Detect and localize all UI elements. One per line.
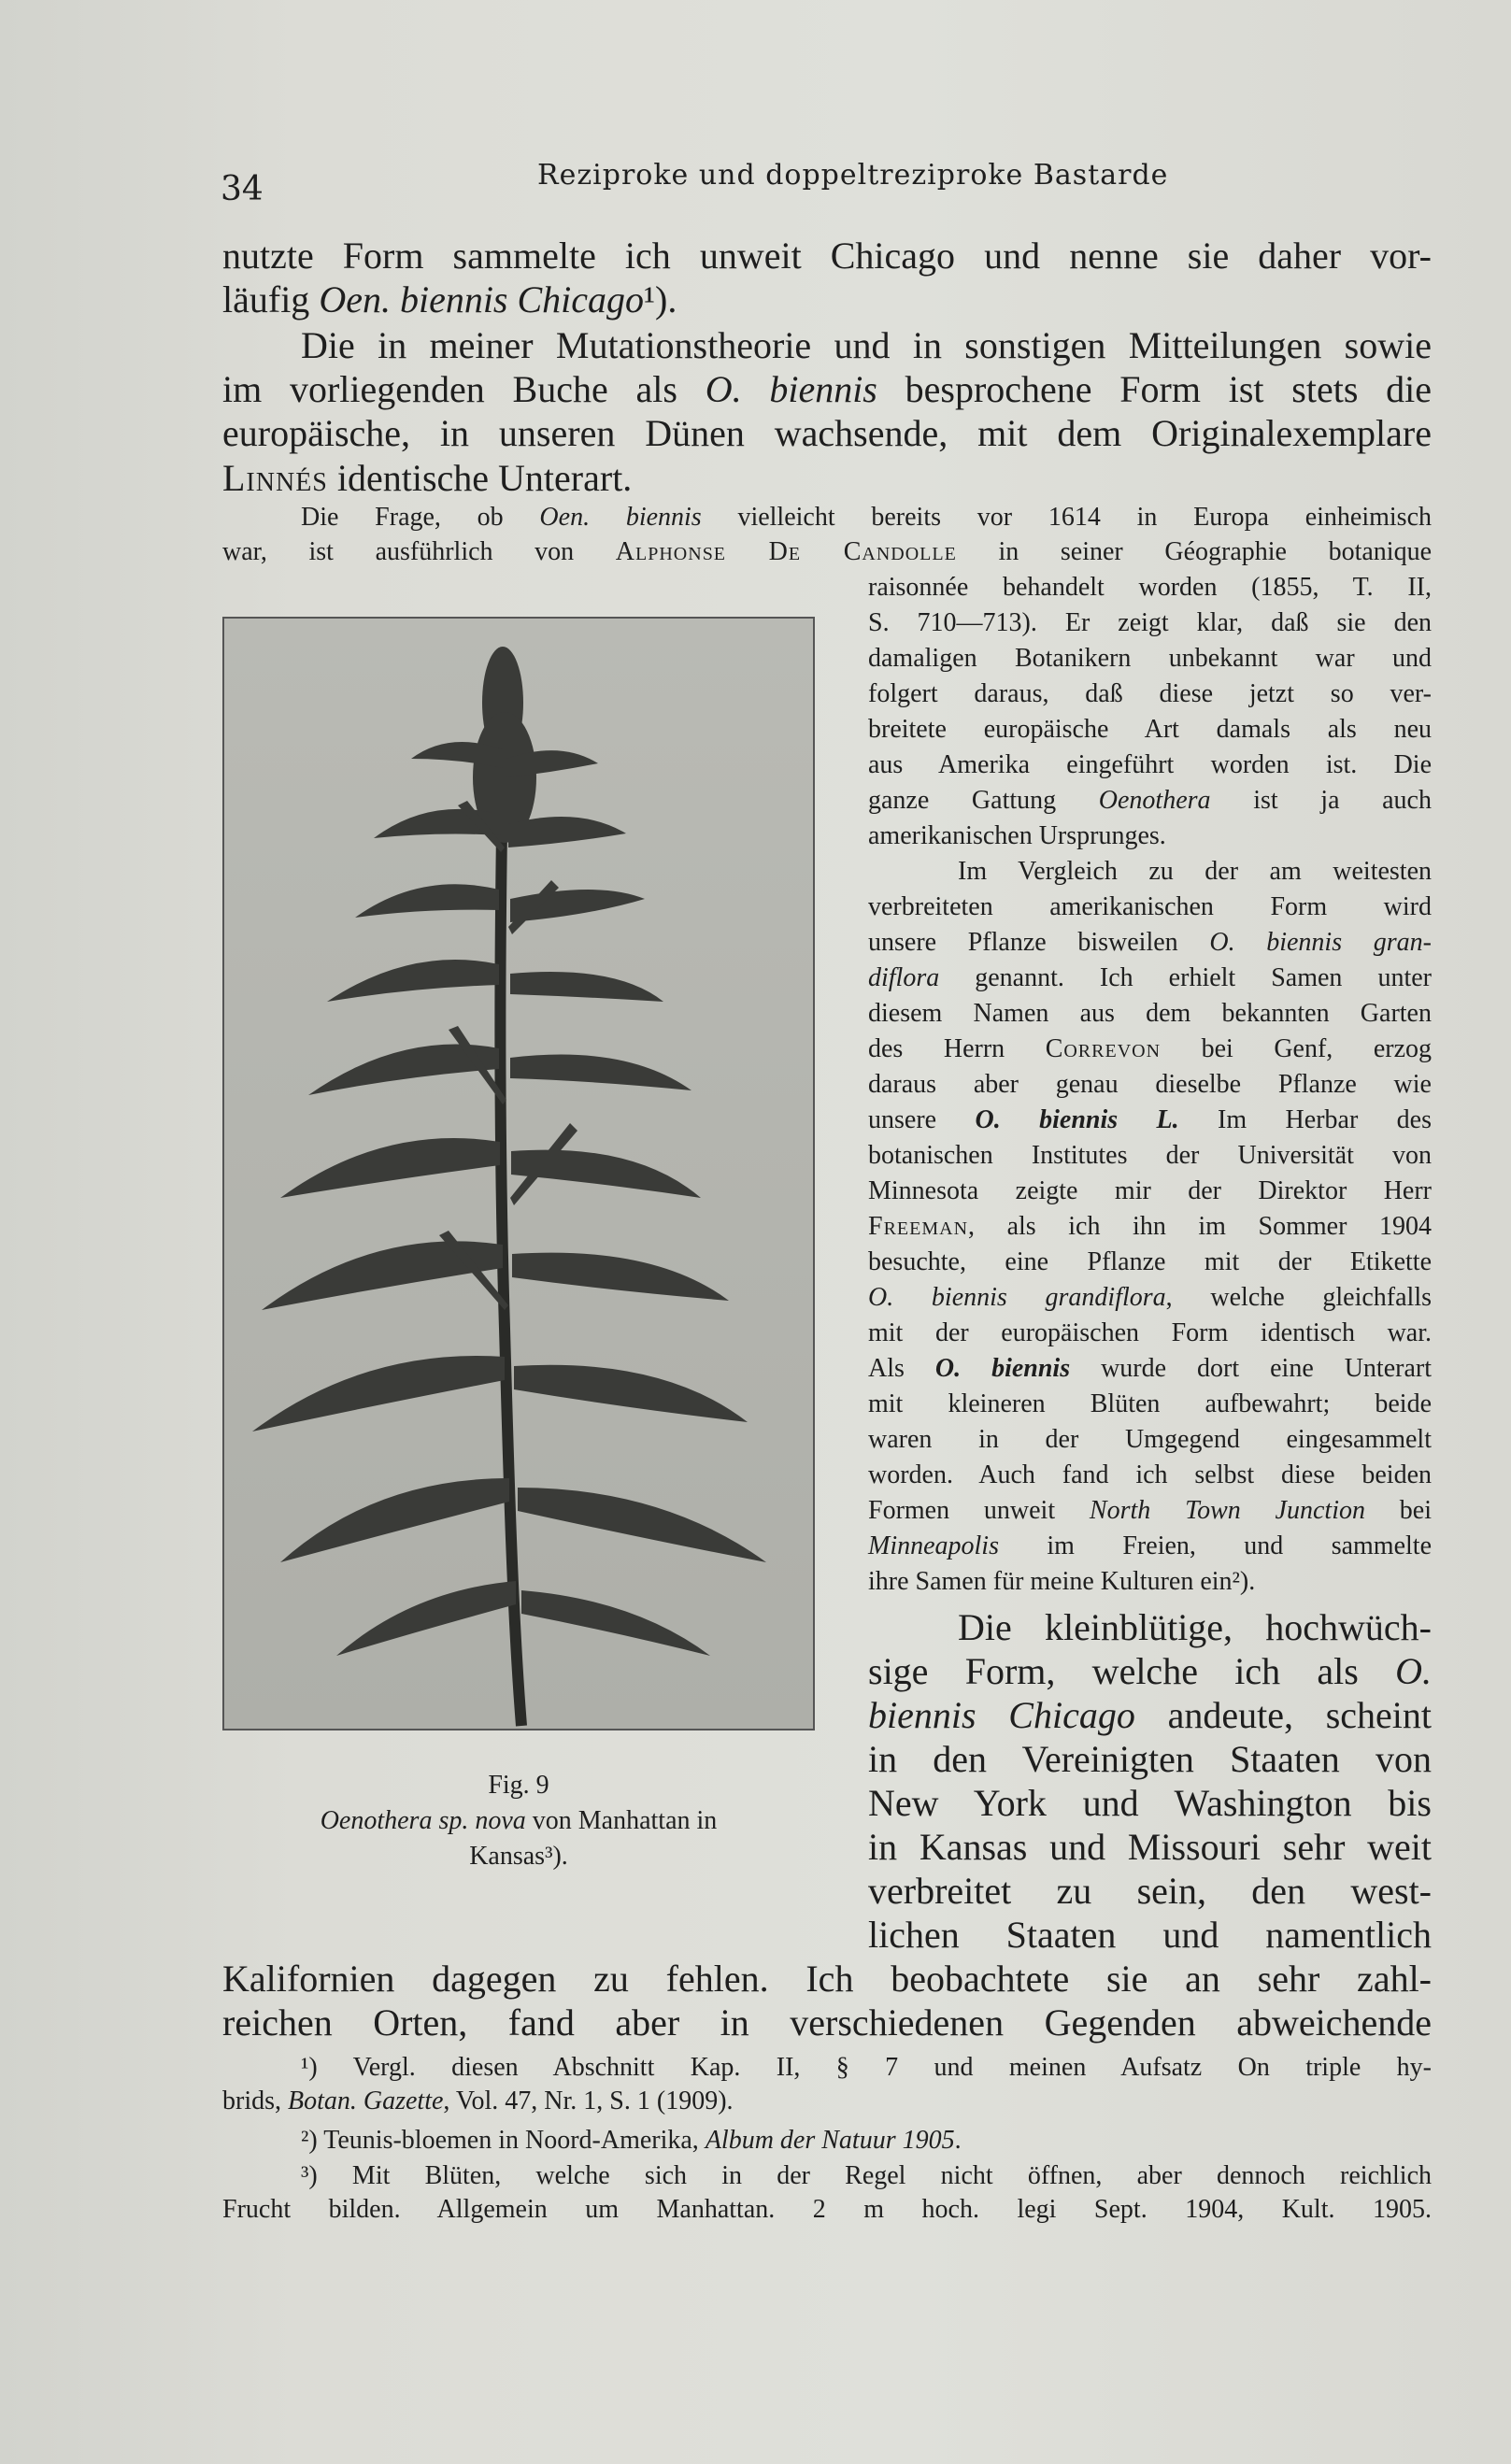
text-line: Kalifornien dagegen zu fehlen. Ich beobachtete sie an sehr zahl-	[222, 1958, 1432, 2000]
text-line: S. 710—713). Er zeigt klar, daß sie den	[868, 608, 1432, 637]
text-line: besuchte, eine Pflanze mit der Etikette	[868, 1247, 1432, 1276]
footnote-1-cont: brids, Botan. Gazette, Vol. 47, Nr. 1, S. 1 (1909).	[222, 2087, 734, 2115]
text-line: worden. Auch fand ich selbst diese beiden	[868, 1460, 1432, 1489]
figure-caption: Oenothera sp. nova von Manhattan in	[320, 1806, 718, 1835]
footnote-3-cont: Frucht bilden. Allgemein um Manhattan. 2 m hoch. legi Sept. 1904, Kult. 1905.	[222, 2195, 1432, 2224]
text-line: unsere Pflanze bisweilen O. biennis gran-	[868, 928, 1432, 957]
text-line: Die kleinblütige, hochwüch-	[958, 1606, 1432, 1648]
oenothera-plant-image	[224, 619, 813, 1729]
text-line: aus Amerika eingeführt worden ist. Die	[868, 750, 1432, 779]
text-line: Linnés identische Unterart.	[222, 457, 633, 499]
page-number: 34	[221, 170, 264, 208]
text-line: raisonnée behandelt worden (1855, T. II,	[868, 573, 1432, 602]
text-line: im vorliegenden Buche als O. biennis besprochene Form ist stets die	[222, 368, 1433, 410]
figure-label: Fig. 9	[488, 1771, 549, 1800]
text-line: nutzte Form sammelte ich unweit Chicago und nenne sie daher vor-	[222, 235, 1432, 277]
text-line: in den Vereinigten Staaten von	[868, 1738, 1432, 1780]
text-line: botanischen Institutes der Universität von	[868, 1141, 1432, 1170]
text-line: Die Frage, ob Oen. biennis vielleicht bereits vor 1614 in Europa einheimisch	[301, 503, 1432, 532]
text-line: damaligen Botanikern unbekannt war und	[868, 644, 1432, 673]
text-line: Freeman, als ich ihn im Sommer 1904	[868, 1212, 1432, 1241]
footnote-2: ²) Teunis-bloemen in Noord-Amerika, Album der Natuur 1905.	[301, 2126, 962, 2155]
text-line: Im Vergleich zu der am weitesten	[958, 857, 1432, 886]
text-line: reichen Orten, fand aber in verschiedenen Gegenden abweichende	[222, 2001, 1432, 2044]
text-line: läufig Oen. biennis Chicago¹).	[222, 278, 677, 320]
figure-caption: Kansas³).	[469, 1842, 568, 1871]
text-line: in Kansas und Missouri sehr weit	[868, 1826, 1432, 1868]
text-line: europäische, in unseren Dünen wachsende, mit dem Originalexemplare	[222, 412, 1432, 454]
running-header: Reziproke und doppeltreziproke Bastarde	[537, 159, 1169, 192]
text-line: Als O. biennis wurde dort eine Unterart	[868, 1354, 1432, 1383]
plant-photograph	[222, 617, 815, 1730]
text-line: O. biennis grandiflora, welche gleichfalls	[868, 1283, 1433, 1312]
text-line: Minnesota zeigte mir der Direktor Herr	[868, 1176, 1432, 1205]
text-line: mit kleineren Blüten aufbewahrt; beide	[868, 1389, 1432, 1418]
text-line: Die in meiner Mutationstheorie und in sonstigen Mitteilungen sowie	[301, 324, 1432, 366]
text-line: des Herrn Correvon bei Genf, erzog	[868, 1034, 1432, 1063]
text-line: ihre Samen für meine Kulturen ein²).	[868, 1567, 1256, 1596]
text-line: war, ist ausführlich von Alphonse De Candolle in seiner Géographie botanique	[222, 537, 1433, 566]
text-line: mit der europäischen Form identisch war.	[868, 1318, 1432, 1347]
text-line: amerikanischen Ursprunges.	[868, 821, 1166, 850]
text-line: ganze Gattung Oenothera ist ja auch	[868, 786, 1432, 815]
text-line: Formen unweit North Town Junction bei	[868, 1496, 1432, 1525]
text-line: folgert daraus, daß diese jetzt so ver-	[868, 679, 1432, 708]
footnote-1: ¹) Vergl. diesen Abschnitt Kap. II, § 7 und meinen Aufsatz On triple hy-	[301, 2053, 1432, 2082]
footnote-3: ³) Mit Blüten, welche sich in der Regel nicht öffnen, aber dennoch reichlich	[301, 2161, 1432, 2190]
text-line: lichen Staaten und namentlich	[868, 1914, 1432, 1956]
text-line: biennis Chicago andeute, scheint	[868, 1694, 1432, 1736]
text-line: breitete europäische Art damals als neu	[868, 715, 1432, 744]
text-line: unsere O. biennis L. Im Herbar des	[868, 1105, 1432, 1134]
text-line: diesem Namen aus dem bekannten Garten	[868, 999, 1432, 1028]
text-line: diflora genannt. Ich erhielt Samen unter	[868, 963, 1432, 992]
text-line: Minneapolis im Freien, und sammelte	[868, 1531, 1432, 1560]
text-line: waren in der Umgegend eingesammelt	[868, 1425, 1432, 1454]
text-line: daraus aber genau dieselbe Pflanze wie	[868, 1070, 1432, 1099]
text-line: sige Form, welche ich als O.	[868, 1650, 1432, 1692]
text-line: verbreitet zu sein, den west-	[868, 1870, 1432, 1912]
text-line: New York und Washington bis	[868, 1782, 1432, 1824]
text-line: verbreiteten amerikanischen Form wird	[868, 892, 1432, 921]
